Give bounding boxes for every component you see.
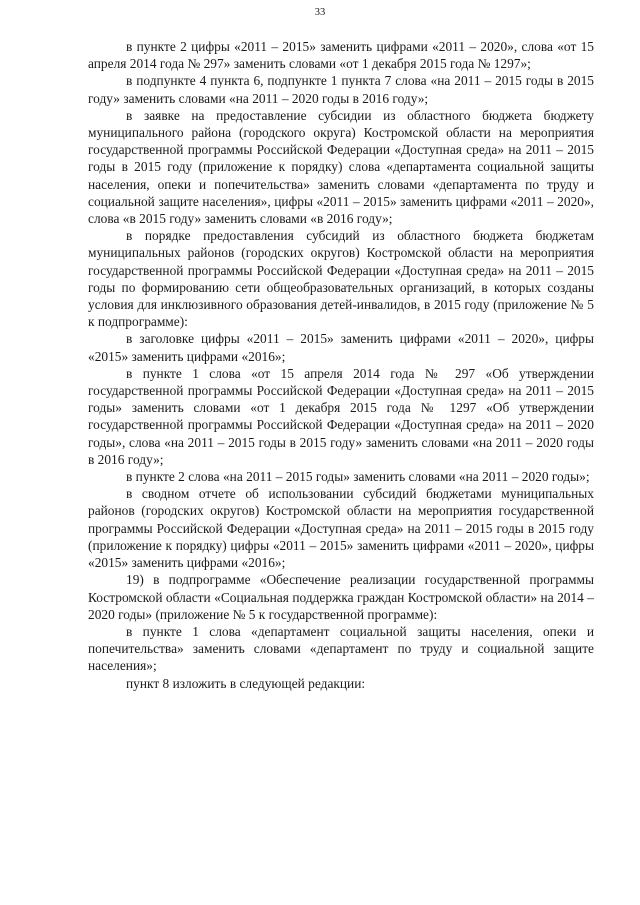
paragraph-6: в пункте 1 слова «от 15 апреля 2014 года № 297 «Об утверждении государственной программы Российской Федерации «Доступная среда» на 2011 – 2015 годы» заменить словами «от 1 декабря 2015 года № 1297 «Об утверждении государственной программы Российской Федерации «Доступная среда» на 2011 – 2020 годы», слова «на 2011 – 2015 годы в 2015 году» заменить словами «на 2011 – 2020 годы в 2016 году»; [88, 365, 594, 467]
page-number: 33 [314, 7, 326, 18]
paragraph-10: в пункте 1 слова «департамент социальной защиты населения, опеки и попечительства» заменить словами «департамент по труду и социальной защите населения»; [88, 623, 594, 674]
paragraph-2: в подпункте 4 пункта 6, подпункте 1 пункта 7 слова «на 2011 – 2015 годы в 2015 году» заменить словами «на 2011 – 2020 годы в 2016 году»; [88, 73, 594, 106]
paragraph-3: в заявке на предоставление субсидии из областного бюджета бюджету муниципального района (городского округа) Костромской области на мероприятия государственной программы Российской Федерации «Доступная среда» на 2011 – 2015 годы в 2015 году (приложение к порядку) слова «департамента социальной защиты населения, опеки и попечительства» заменить словами «департамента по труду и социальной защите населения», цифры «2011 – 2015» заменить цифрами «2011 – 2020», слова «в 2015 году» заменить словами «в 2016 году»; [88, 107, 594, 227]
paragraph-11: пункт 8 изложить в следующей редакции: [126, 675, 366, 691]
paragraph-8: в сводном отчете об использовании субсидий бюджетами муниципальных районов (городских округов) Костромской области на мероприятия государственной программы Российской Федерации «Доступная среда» на 2011 – 2015 годы в 2015 году (приложение к порядку) цифры «2011 – 2015» заменить цифрами «2011 – 2020», цифры «2015» заменить цифрами «2016»; [88, 486, 594, 571]
paragraph-1: в пункте 2 цифры «2011 – 2015» заменить цифрами «2011 – 2020», слова «от 15 апреля 2014 года № 297» заменить словами «от 1 декабря 2015 года № 1297»; [88, 39, 594, 72]
paragraph-9: 19) в подпрограмме «Обеспечение реализации государственной программы Костромской области «Социальная поддержка граждан Костромской области» на 2014 – 2020 годы» (приложение № 5 к государственной программе): [88, 572, 594, 622]
paragraph-4: в порядке предоставления субсидий из областного бюджета бюджетам муниципальных районов (городских округов) Костромской области на мероприятия государственной программы Российской Федерации «Доступная среда» на 2011 – 2015 годы по формированию сети общеобразовательных организаций, в которых созданы условия для инклюзивного образования детей-инвалидов, в 2015 году (приложение № 5 к подпрограмме): [88, 228, 594, 330]
paragraph-7: в пункте 2 слова «на 2011 – 2015 годы» заменить словами «на 2011 – 2020 годы»; [126, 469, 590, 485]
paragraph-5: в заголовке цифры «2011 – 2015» заменить цифрами «2011 – 2020», цифры «2015» заменить цифрами «2016»; [88, 331, 594, 364]
